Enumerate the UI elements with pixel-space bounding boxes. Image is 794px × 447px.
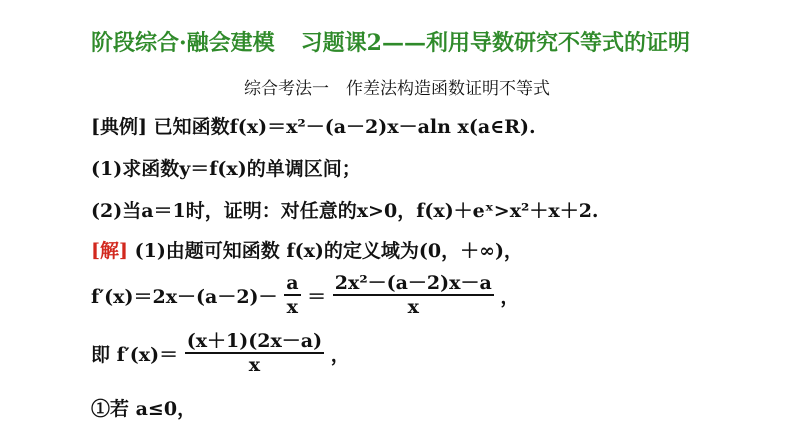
page-title — [91, 26, 690, 57]
fraction-numerator: (x＋1)(2x－a) — [186, 330, 323, 352]
fraction-factored — [185, 330, 324, 376]
solution-label: [解] — [91, 240, 128, 262]
fraction-numerator: a — [286, 272, 299, 294]
title-lesson: 习题课2——利用导数研究不等式的证明 — [300, 30, 690, 56]
fraction-denominator: x — [286, 296, 298, 318]
title-stage: 阶段综合·融会建模 — [91, 30, 275, 56]
solution-line — [91, 236, 523, 263]
fraction-denominator: x — [407, 296, 419, 318]
example-text: 已知函数f(x)＝x²－(a－2)x－aln x(a∈R). — [153, 116, 536, 138]
equals-sign: ＝ — [307, 285, 327, 308]
fraction-a-over-x — [284, 272, 300, 318]
fraction-denominator: x — [248, 354, 261, 376]
comma: ， — [330, 343, 350, 366]
derivative-line — [91, 272, 519, 320]
fraction-derivative — [333, 272, 494, 318]
comma: ， — [500, 285, 520, 308]
fraction-numerator: 2x²－(a－2)x－a — [334, 272, 492, 294]
example-label: [典例] — [91, 116, 147, 138]
section-subtitle: 综合考法一 作差法构造函数证明不等式 — [244, 79, 550, 99]
question-2: (2)当a＝1时，证明：对任意的x>0，f(x)＋eˣ>x²＋x＋2. — [91, 200, 599, 222]
case-1-line: ①若 a≤0， — [91, 398, 197, 420]
question-1: (1)求函数y＝f(x)的单调区间； — [91, 158, 361, 180]
example-line — [91, 112, 536, 139]
solution-text: (1)由题可知函数 f(x)的定义域为(0，＋∞)， — [134, 240, 523, 262]
derivative-lhs: f′(x)＝2x－(a－2)－ — [91, 285, 278, 308]
factored-lhs: 即 f′(x)＝ — [91, 343, 179, 366]
factored-derivative-line — [91, 330, 350, 378]
